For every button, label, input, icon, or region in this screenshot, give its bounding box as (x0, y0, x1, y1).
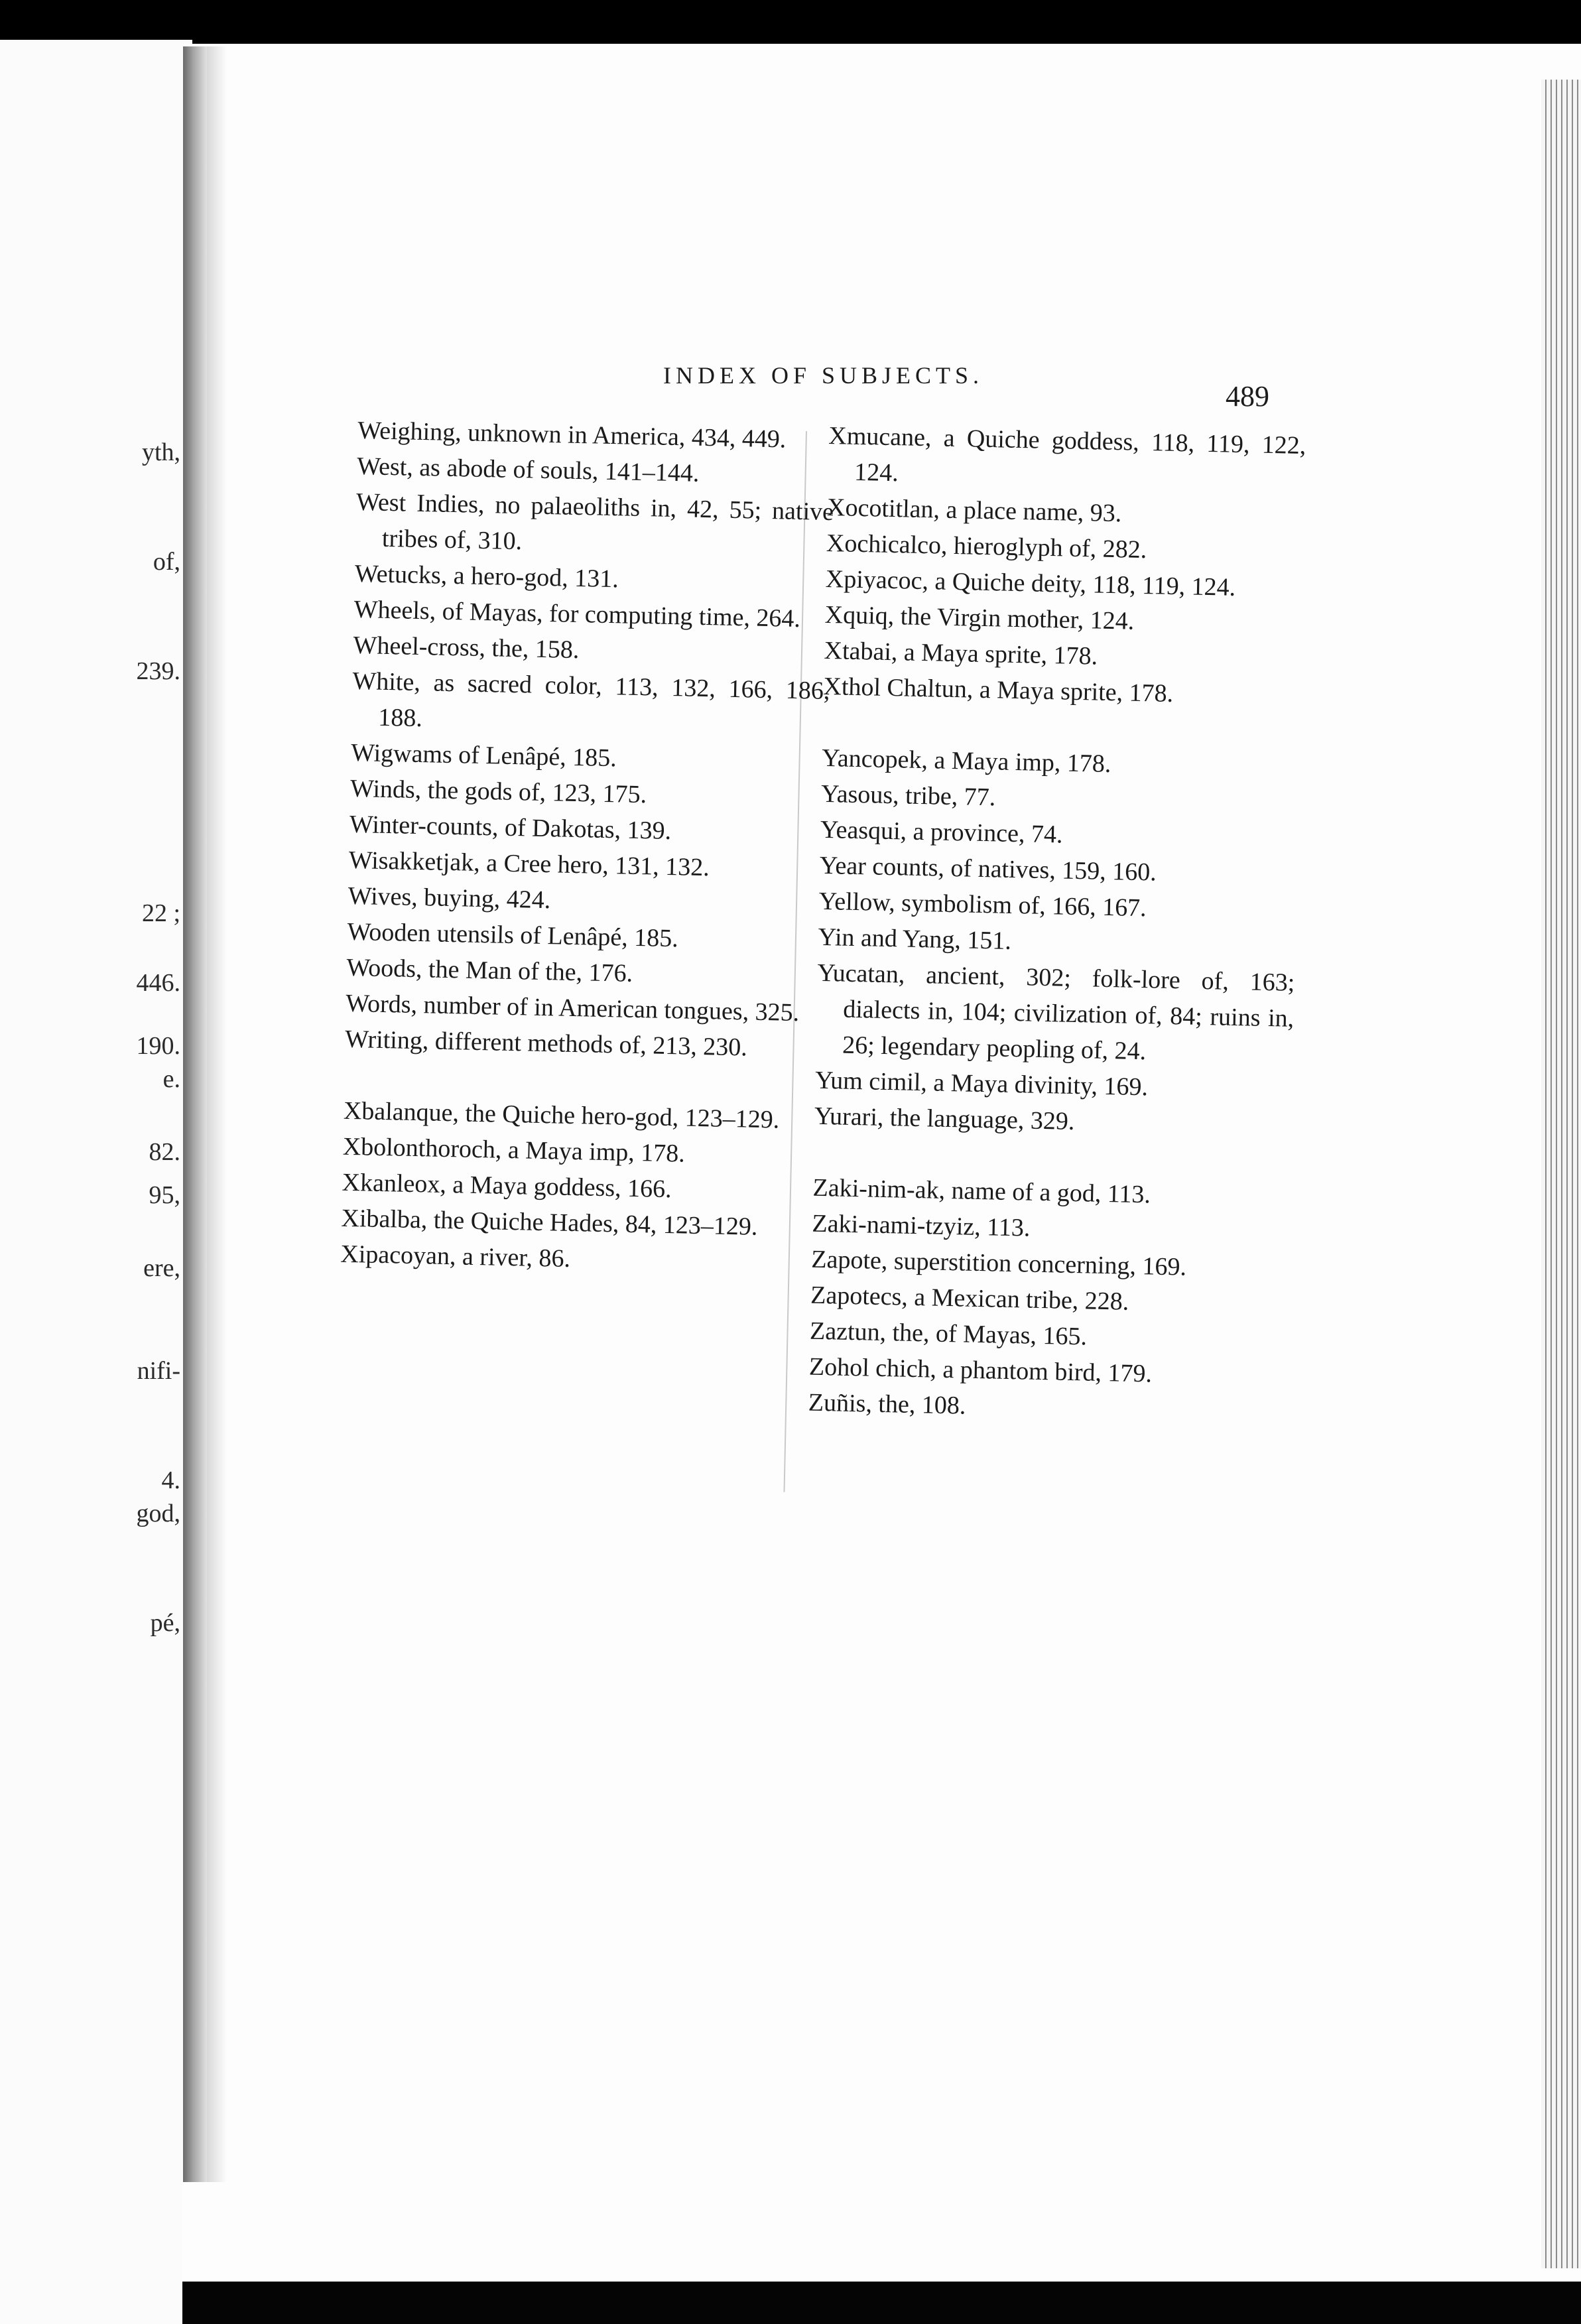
index-entry: West, as abode of souls, 141–144. (356, 452, 700, 487)
index-entry: Xkanleox, a Maya goddess, 166. (342, 1168, 672, 1204)
index-entry: West Indies, no palaeoliths in, 42, 55; native tribes of, 310. (355, 487, 834, 556)
prev-page-fragment: 446. (136, 969, 180, 997)
index-entry: Yeasqui, a province, 74. (820, 815, 1063, 849)
index-entry: Yasous, tribe, 77. (820, 779, 996, 812)
index-entry: Xmucane, a Quiche goddess, 118, 119, 122, 124. (828, 421, 1306, 487)
index-entry: Writing, different methods of, 213, 230. (344, 1025, 748, 1062)
index-entry: Zuñis, the, 108. (808, 1388, 966, 1420)
index-entry: Xipacoyan, a river, 86. (340, 1240, 571, 1273)
prev-page-fragment: god, (136, 1500, 180, 1527)
prev-page-fragment: nifi- (137, 1357, 180, 1385)
prev-page-fragment: 82. (149, 1138, 180, 1166)
page-number: 489 (1226, 380, 1269, 413)
page-gutter-shadow (183, 46, 207, 2182)
index-entry: Yucatan, ancient, 302; folk-lore of, 163; dialects in, 104; civilization of, 84; ruins in, 26; legendary peopling of, 24. (817, 958, 1295, 1066)
index-entry: Zaztun, the, of Mayas, 165. (809, 1317, 1088, 1351)
prev-page-fragment: ere, (143, 1254, 180, 1282)
prev-page-fragment: e. (162, 1065, 180, 1093)
index-entry: Yancopek, a Maya imp, 178. (821, 743, 1111, 779)
index-entry: Yin and Yang, 151. (818, 923, 1012, 955)
index-column-right (808, 418, 1306, 1431)
prev-page-fragment: 22 ; (141, 899, 180, 927)
index-entry: Zohol chich, a phantom bird, 179. (808, 1352, 1153, 1388)
index-entry: Wheel-cross, the, 158. (353, 631, 580, 665)
index-entry: Zapote, superstition concerning, 169. (810, 1245, 1187, 1281)
index-entry: Zaki-nim-ak, name of a god, 113. (812, 1173, 1151, 1209)
index-entry: Xibalba, the Quiche Hades, 84, 123–129. (341, 1204, 758, 1241)
index-entry: Xquiq, the Virgin mother, 124. (824, 600, 1135, 635)
index-entry: Woods, the Man of the, 176. (346, 953, 633, 988)
index-entry: Words, number of in American tongues, 325. (345, 989, 800, 1027)
index-entry: Xthol Chaltun, a Maya sprite, 178. (823, 672, 1174, 708)
index-entry: Weighing, unknown in America, 434, 449. (357, 416, 787, 454)
index-entry: Wooden utensils of Lenâpé, 185. (347, 917, 679, 953)
prev-page-fragment: pé, (150, 1609, 180, 1637)
page-gutter-fade (207, 46, 227, 2182)
index-entry: Xbalanque, the Quiche hero-god, 123–129. (343, 1096, 780, 1134)
index-entry: Zapotecs, a Mexican tribe, 228. (810, 1281, 1129, 1316)
index-entry: Wetucks, a hero-god, 131. (354, 559, 619, 594)
scan-border (182, 2282, 1581, 2324)
index-entry: Year counts, of natives, 159, 160. (819, 851, 1157, 887)
index-column-left (340, 413, 836, 1282)
index-entry: Xtabai, a Maya sprite, 178. (824, 636, 1098, 671)
page-edges (1541, 80, 1581, 2268)
index-entry: Yurari, the language, 329. (814, 1102, 1075, 1135)
prev-page-fragment: of, (153, 548, 180, 576)
prev-page-fragment: 95, (149, 1181, 180, 1209)
index-entry: Wisakketjak, a Cree hero, 131, 132. (348, 846, 710, 882)
index-entry: Xochicalco, hieroglyph of, 282. (826, 529, 1147, 564)
index-entry: White, as sacred color, 113, 132, 166, 186, 188. (352, 667, 830, 733)
index-entry: Yellow, symbolism of, 166, 167. (818, 887, 1147, 923)
index-entry: Wheels, of Mayas, for computing time, 264. (353, 595, 801, 633)
index-entry: Wigwams of Lenâpé, 185. (350, 738, 617, 773)
index-entry: Winter-counts, of Dakotas, 139. (349, 810, 672, 846)
index-entry: Winds, the gods of, 123, 175. (349, 774, 647, 809)
index-entry: Xbolonthoroch, a Maya imp, 178. (342, 1132, 686, 1168)
index-entry: Xocotitlan, a place name, 93. (826, 493, 1122, 528)
index-entry: Yum cimil, a Maya divinity, 169. (814, 1066, 1149, 1102)
prev-page-fragment: 239. (136, 657, 180, 685)
index-entry: Wives, buying, 424. (348, 881, 551, 915)
running-header: INDEX OF SUBJECTS. (663, 362, 984, 389)
prev-page-fragment: 4. (161, 1466, 180, 1494)
index-entry: Zaki-nami-tzyiz, 113. (812, 1209, 1031, 1242)
index-entry: Xpiyacoc, a Quiche deity, 118, 119, 124. (825, 564, 1236, 602)
previous-page-strip (0, 40, 192, 2324)
prev-page-fragment: yth, (141, 438, 180, 466)
prev-page-fragment: 190. (136, 1032, 180, 1060)
